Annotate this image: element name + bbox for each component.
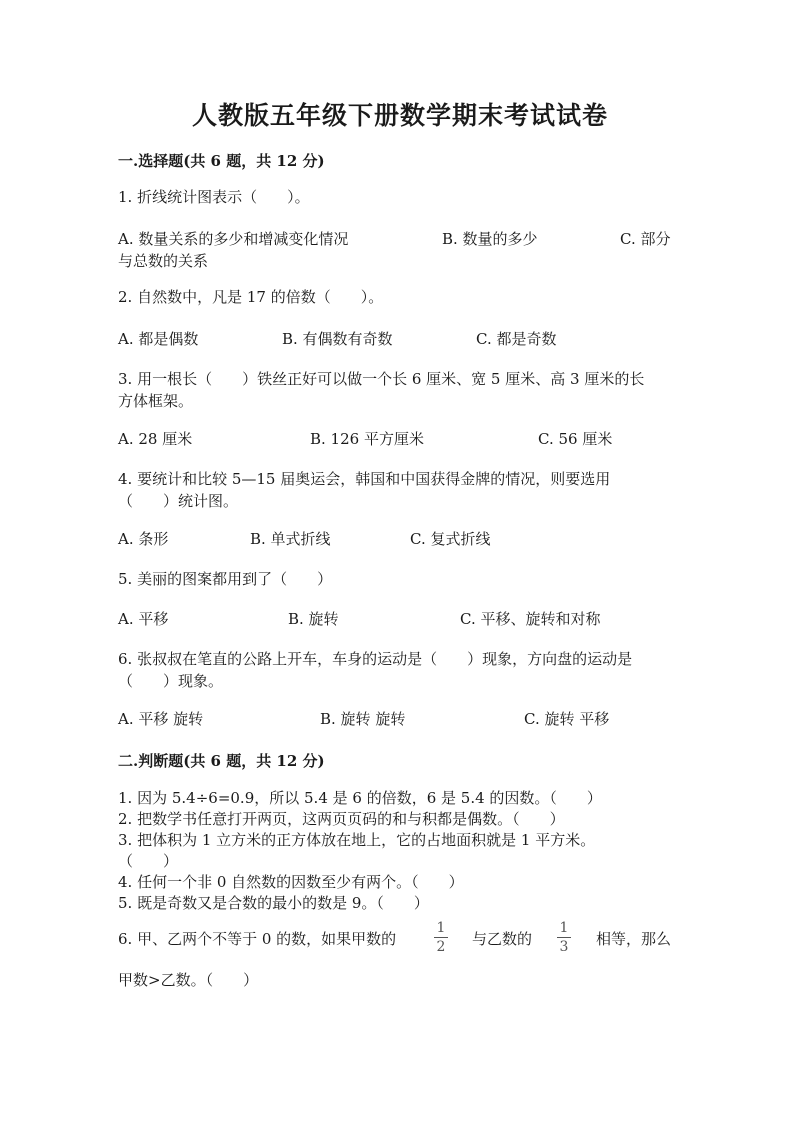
judgment-item-3-line2: （ ） bbox=[118, 852, 179, 870]
question-6-option-a: A. 平移 旋转 bbox=[118, 710, 204, 728]
fraction-one-half-denominator: 2 bbox=[436, 939, 446, 955]
question-4-option-b: B. 单式折线 bbox=[250, 530, 331, 548]
question-6-stem-line2: （ ）现象。 bbox=[118, 672, 224, 690]
section-heading-judgment: 二.判断题(共 6 题，共 12 分) bbox=[118, 752, 325, 770]
question-2-option-c: C. 都是奇数 bbox=[476, 330, 557, 348]
question-5-option-a: A. 平移 bbox=[118, 610, 169, 628]
section-heading-choice: 一.选择题(共 6 题，共 12 分) bbox=[118, 152, 325, 170]
question-6-stem: 6. 张叔叔在笔直的公路上开车，车身的运动是（ ）现象，方向盘的运动是 bbox=[118, 650, 633, 668]
fraction-one-third-numerator: 1 bbox=[559, 920, 569, 936]
judgment-item-5: 5. 既是奇数又是合数的最小的数是 9。（ ） bbox=[118, 894, 429, 912]
fraction-one-third bbox=[557, 920, 571, 955]
question-4-stem-line2: （ ）统计图。 bbox=[118, 492, 239, 510]
question-4-option-a: A. 条形 bbox=[118, 530, 169, 548]
question-1-stem: 1. 折线统计图表示（ ）。 bbox=[118, 188, 310, 206]
question-5-option-c: C. 平移、旋转和对称 bbox=[460, 610, 601, 628]
judgment-item-1: 1. 因为 5.4÷6=0.9，所以 5.4 是 6 的倍数，6 是 5.4 的因数。（ ） bbox=[118, 789, 602, 807]
question-1-option-c-wrap: 与总数的关系 bbox=[118, 252, 209, 270]
question-1-option-b: B. 数量的多少 bbox=[442, 230, 538, 248]
judgment-item-6-part2: 与乙数的 bbox=[472, 930, 533, 948]
judgment-item-2: 2. 把数学书任意打开两页，这两页页码的和与积都是偶数。（ ） bbox=[118, 810, 565, 828]
question-5-option-b: B. 旋转 bbox=[288, 610, 339, 628]
question-2-stem: 2. 自然数中，凡是 17 的倍数（ ）。 bbox=[118, 288, 384, 306]
judgment-item-6-part3: 相等，那么 bbox=[596, 930, 672, 948]
question-3-option-b: B. 126 平方厘米 bbox=[310, 430, 424, 448]
fraction-one-third-denominator: 3 bbox=[559, 939, 569, 955]
judgment-item-6-part1: 6. 甲、乙两个不等于 0 的数，如果甲数的 bbox=[118, 930, 397, 948]
question-4-option-c: C. 复式折线 bbox=[410, 530, 491, 548]
question-5-stem: 5. 美丽的图案都用到了（ ） bbox=[118, 570, 333, 588]
judgment-item-6-line2: 甲数>乙数。（ ） bbox=[118, 971, 259, 989]
judgment-item-3: 3. 把体积为 1 立方米的正方体放在地上，它的占地面积就是 1 平方米。 bbox=[118, 831, 596, 849]
question-4-stem: 4. 要统计和比较 5—15 届奥运会，韩国和中国获得金牌的情况，则要选用 bbox=[118, 470, 611, 488]
question-2-option-a: A. 都是偶数 bbox=[118, 330, 199, 348]
fraction-one-half bbox=[434, 920, 448, 955]
question-3-option-c: C. 56 厘米 bbox=[538, 430, 613, 448]
question-3-stem: 3. 用一根长（ ）铁丝正好可以做一个长 6 厘米、宽 5 厘米、高 3 厘米的长 bbox=[118, 370, 645, 388]
exam-title: 人教版五年级下册数学期末考试试卷 bbox=[191, 101, 608, 130]
question-6-option-b: B. 旋转 旋转 bbox=[320, 710, 406, 728]
question-1-option-c: C. 部分 bbox=[620, 230, 671, 248]
judgment-item-4: 4. 任何一个非 0 自然数的因数至少有两个。（ ） bbox=[118, 873, 464, 891]
question-1-option-a: A. 数量关系的多少和增减变化情况 bbox=[118, 230, 349, 248]
question-2-option-b: B. 有偶数有奇数 bbox=[282, 330, 393, 348]
fraction-one-half-numerator: 1 bbox=[436, 920, 446, 936]
question-6-option-c: C. 旋转 平移 bbox=[524, 710, 610, 728]
question-3-stem-line2: 方体框架。 bbox=[118, 392, 194, 410]
question-3-option-a: A. 28 厘米 bbox=[118, 430, 193, 448]
